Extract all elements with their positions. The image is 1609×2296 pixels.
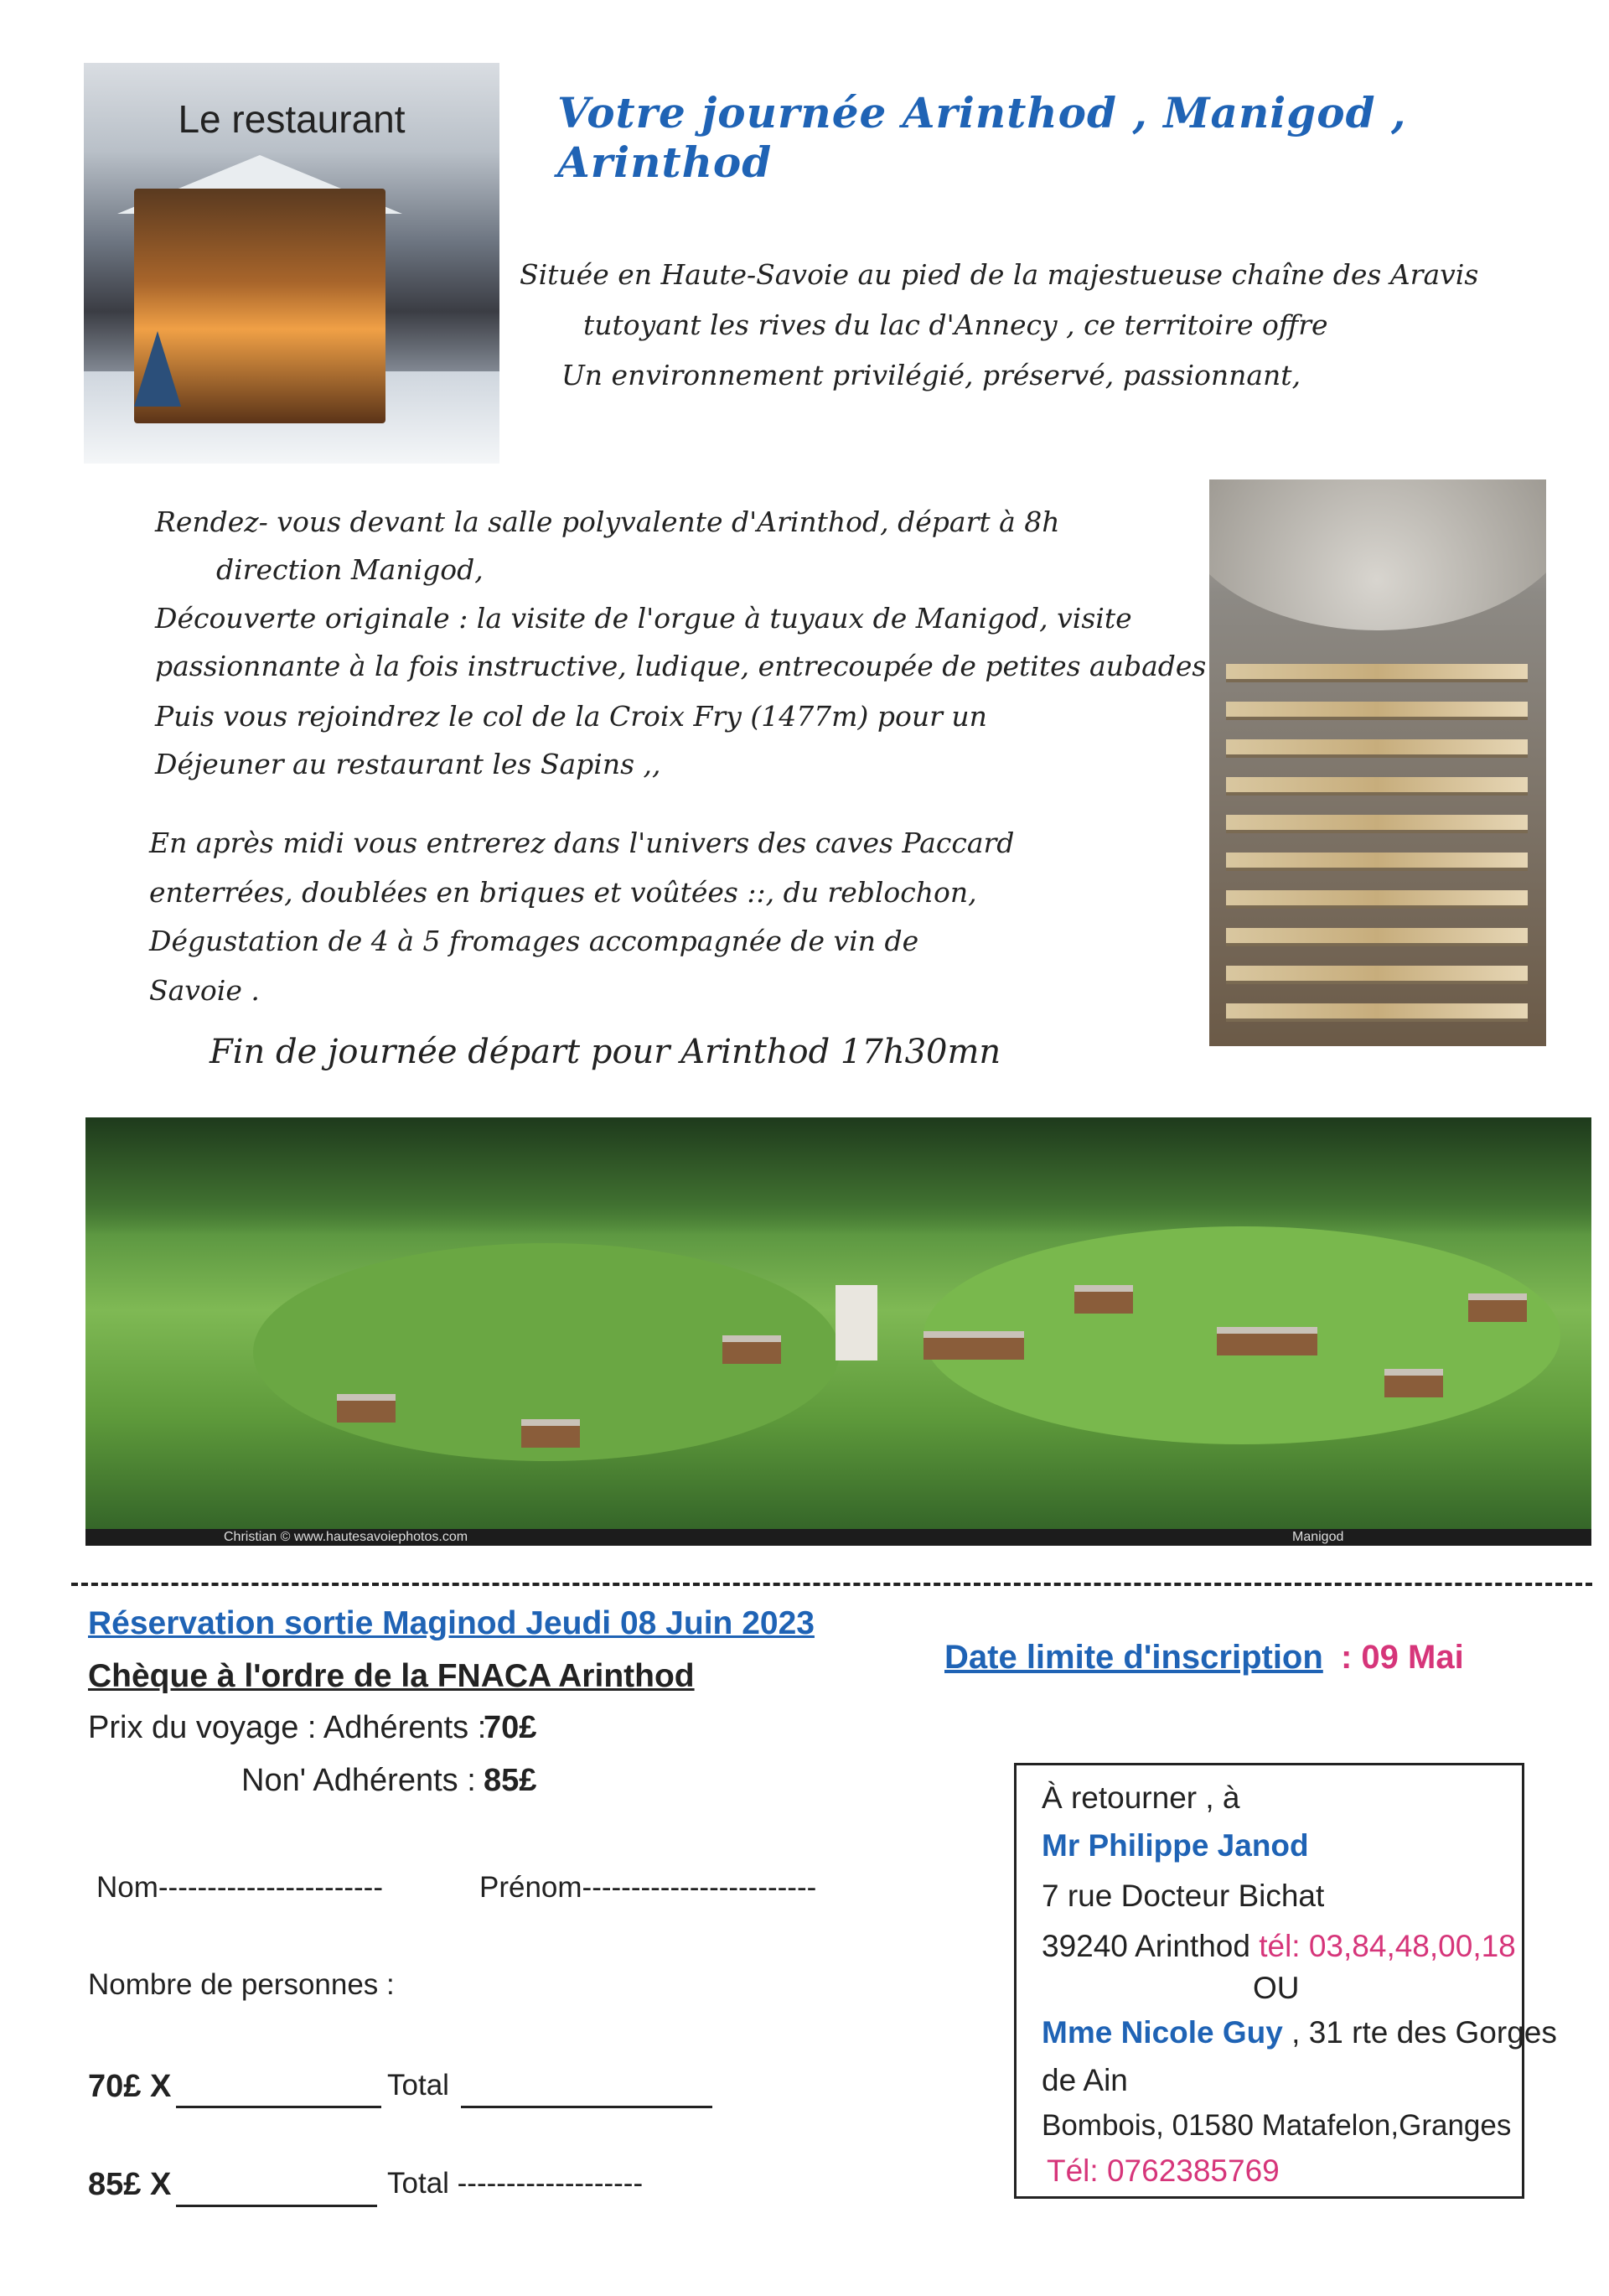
photo-place: Manigod xyxy=(1292,1530,1344,1544)
contact-address-1: 7 rue Docteur Bichat xyxy=(1042,1879,1325,1913)
village-house xyxy=(1074,1285,1133,1314)
christmas-tree xyxy=(134,331,181,407)
cheese-rack xyxy=(1226,853,1528,871)
nonmember-label: Non' Adhérents : xyxy=(241,1763,476,1798)
program-line-2: direction Manigod, xyxy=(216,553,484,586)
contact-address-2b: de Ain xyxy=(1042,2063,1128,2097)
nombre-personnes-label: Nombre de personnes : xyxy=(88,1968,395,2001)
contact-name-1: Mr Philippe Janod xyxy=(1042,1828,1309,1863)
restaurant-photo xyxy=(84,63,499,464)
return-address-box xyxy=(1014,1763,1557,2199)
contact-city-1: 39240 Arinthod xyxy=(1042,1929,1250,1963)
cut-line xyxy=(71,1583,1592,1586)
forest xyxy=(85,1117,1591,1235)
cheese-rack xyxy=(1226,777,1528,796)
prenom-field[interactable]: Prénom------------------------ xyxy=(479,1871,817,1904)
nom-field[interactable]: Nom----------------------- xyxy=(96,1871,383,1904)
cheese-rack xyxy=(1226,1003,1528,1022)
row1-total-line[interactable] xyxy=(461,2106,712,2108)
price-member: 70£ xyxy=(484,1710,537,1745)
row1-total-label: Total xyxy=(387,2069,449,2102)
return-intro: À retourner , à xyxy=(1042,1780,1240,1815)
contact-city-2: Bombois, 01580 Matafelon,Granges xyxy=(1042,2109,1512,2142)
page-title: Votre journée Arinthod , Manigod , Arinthod xyxy=(557,88,1407,187)
row2-total-field[interactable]: Total ------------------- xyxy=(387,2167,644,2200)
village-house xyxy=(923,1331,1024,1360)
row1-quantity-line[interactable] xyxy=(176,2106,381,2108)
row2-quantity-line[interactable] xyxy=(176,2205,377,2207)
intro-line-1: Située en Haute-Savoie au pied de la majestueuse chaîne des Aravis xyxy=(520,258,1479,291)
reservation-title: Réservation sortie Maginod Jeudi 08 Juin 2023 xyxy=(88,1605,815,1641)
afternoon-line-2: enterrées, doublées en briques et voûtées ::, du reblochon, xyxy=(149,876,977,909)
village-house xyxy=(1468,1293,1527,1322)
manigod-valley-photo xyxy=(85,1117,1591,1546)
village-house xyxy=(337,1394,396,1423)
cave-vault xyxy=(1209,479,1546,630)
deadline-value: : 09 Mai xyxy=(1341,1639,1464,1676)
restaurant-photo-label: Le restaurant xyxy=(178,97,406,141)
row1-label: 70£ X xyxy=(88,2069,172,2104)
afternoon-line-3: Dégustation de 4 à 5 fromages accompagnée de vin de xyxy=(149,925,919,957)
photo-caption-bar xyxy=(85,1529,1591,1546)
contact-tel-1: tél: 03,84,48,00,18 xyxy=(1259,1929,1516,1963)
contact-address-2: , 31 rte des Gorges xyxy=(1291,2015,1557,2050)
contact-or: OU xyxy=(1253,1971,1300,2005)
price-label: Prix du voyage : Adhérents : xyxy=(88,1710,487,1745)
village-house xyxy=(1384,1369,1443,1397)
end-of-day-line: Fin de journée départ pour Arinthod 17h30mn xyxy=(210,1033,1001,1071)
program-line-1: Rendez- vous devant la salle polyvalente d'Arinthod, départ à 8h xyxy=(155,505,1060,538)
cheese-rack xyxy=(1226,928,1528,946)
cheese-cave-photo xyxy=(1209,479,1546,1046)
village-house xyxy=(722,1335,781,1364)
program-line-3: Découverte originale : la visite de l'orgue à tuyaux de Manigod, visite xyxy=(155,602,1132,635)
contact-row-2 xyxy=(1042,2015,1557,2050)
price-nonmember: 85£ xyxy=(484,1763,537,1798)
program-line-6: Déjeuner au restaurant les Sapins ,, xyxy=(155,748,661,780)
contact-name-2: Mme Nicole Guy xyxy=(1042,2015,1283,2050)
cheque-order: Chèque à l'ordre de la FNACA Arinthod xyxy=(88,1658,695,1694)
church xyxy=(836,1285,877,1360)
intro-line-2: tutoyant les rives du lac d'Annecy , ce territoire offre xyxy=(583,308,1328,341)
program-line-4: passionnante à la fois instructive, ludique, entrecoupée de petites aubades xyxy=(155,650,1207,682)
afternoon-line-1: En après midi vous entrerez dans l'univers des caves Paccard xyxy=(149,827,1015,859)
cheese-rack xyxy=(1226,890,1528,909)
cheese-rack xyxy=(1226,702,1528,720)
village-house xyxy=(1217,1327,1317,1355)
program-line-5: Puis vous rejoindrez le col de la Croix Fry (1477m) pour un xyxy=(155,700,987,733)
row2-label: 85£ X xyxy=(88,2167,172,2202)
afternoon-line-4: Savoie . xyxy=(149,974,260,1007)
village-house xyxy=(521,1419,580,1448)
cheese-rack xyxy=(1226,739,1528,758)
photo-credit: Christian © www.hautesavoiephotos.com xyxy=(224,1530,468,1544)
cheese-rack xyxy=(1226,664,1528,682)
contact-tel-2: Tél: 0762385769 xyxy=(1047,2153,1280,2188)
cheese-rack xyxy=(1226,966,1528,984)
cheese-rack xyxy=(1226,815,1528,833)
contact-city-row-1 xyxy=(1042,1929,1516,1964)
intro-line-3: Un environnement privilégié, préservé, passionnant, xyxy=(561,359,1301,391)
deadline-label: Date limite d'inscription xyxy=(944,1639,1323,1676)
